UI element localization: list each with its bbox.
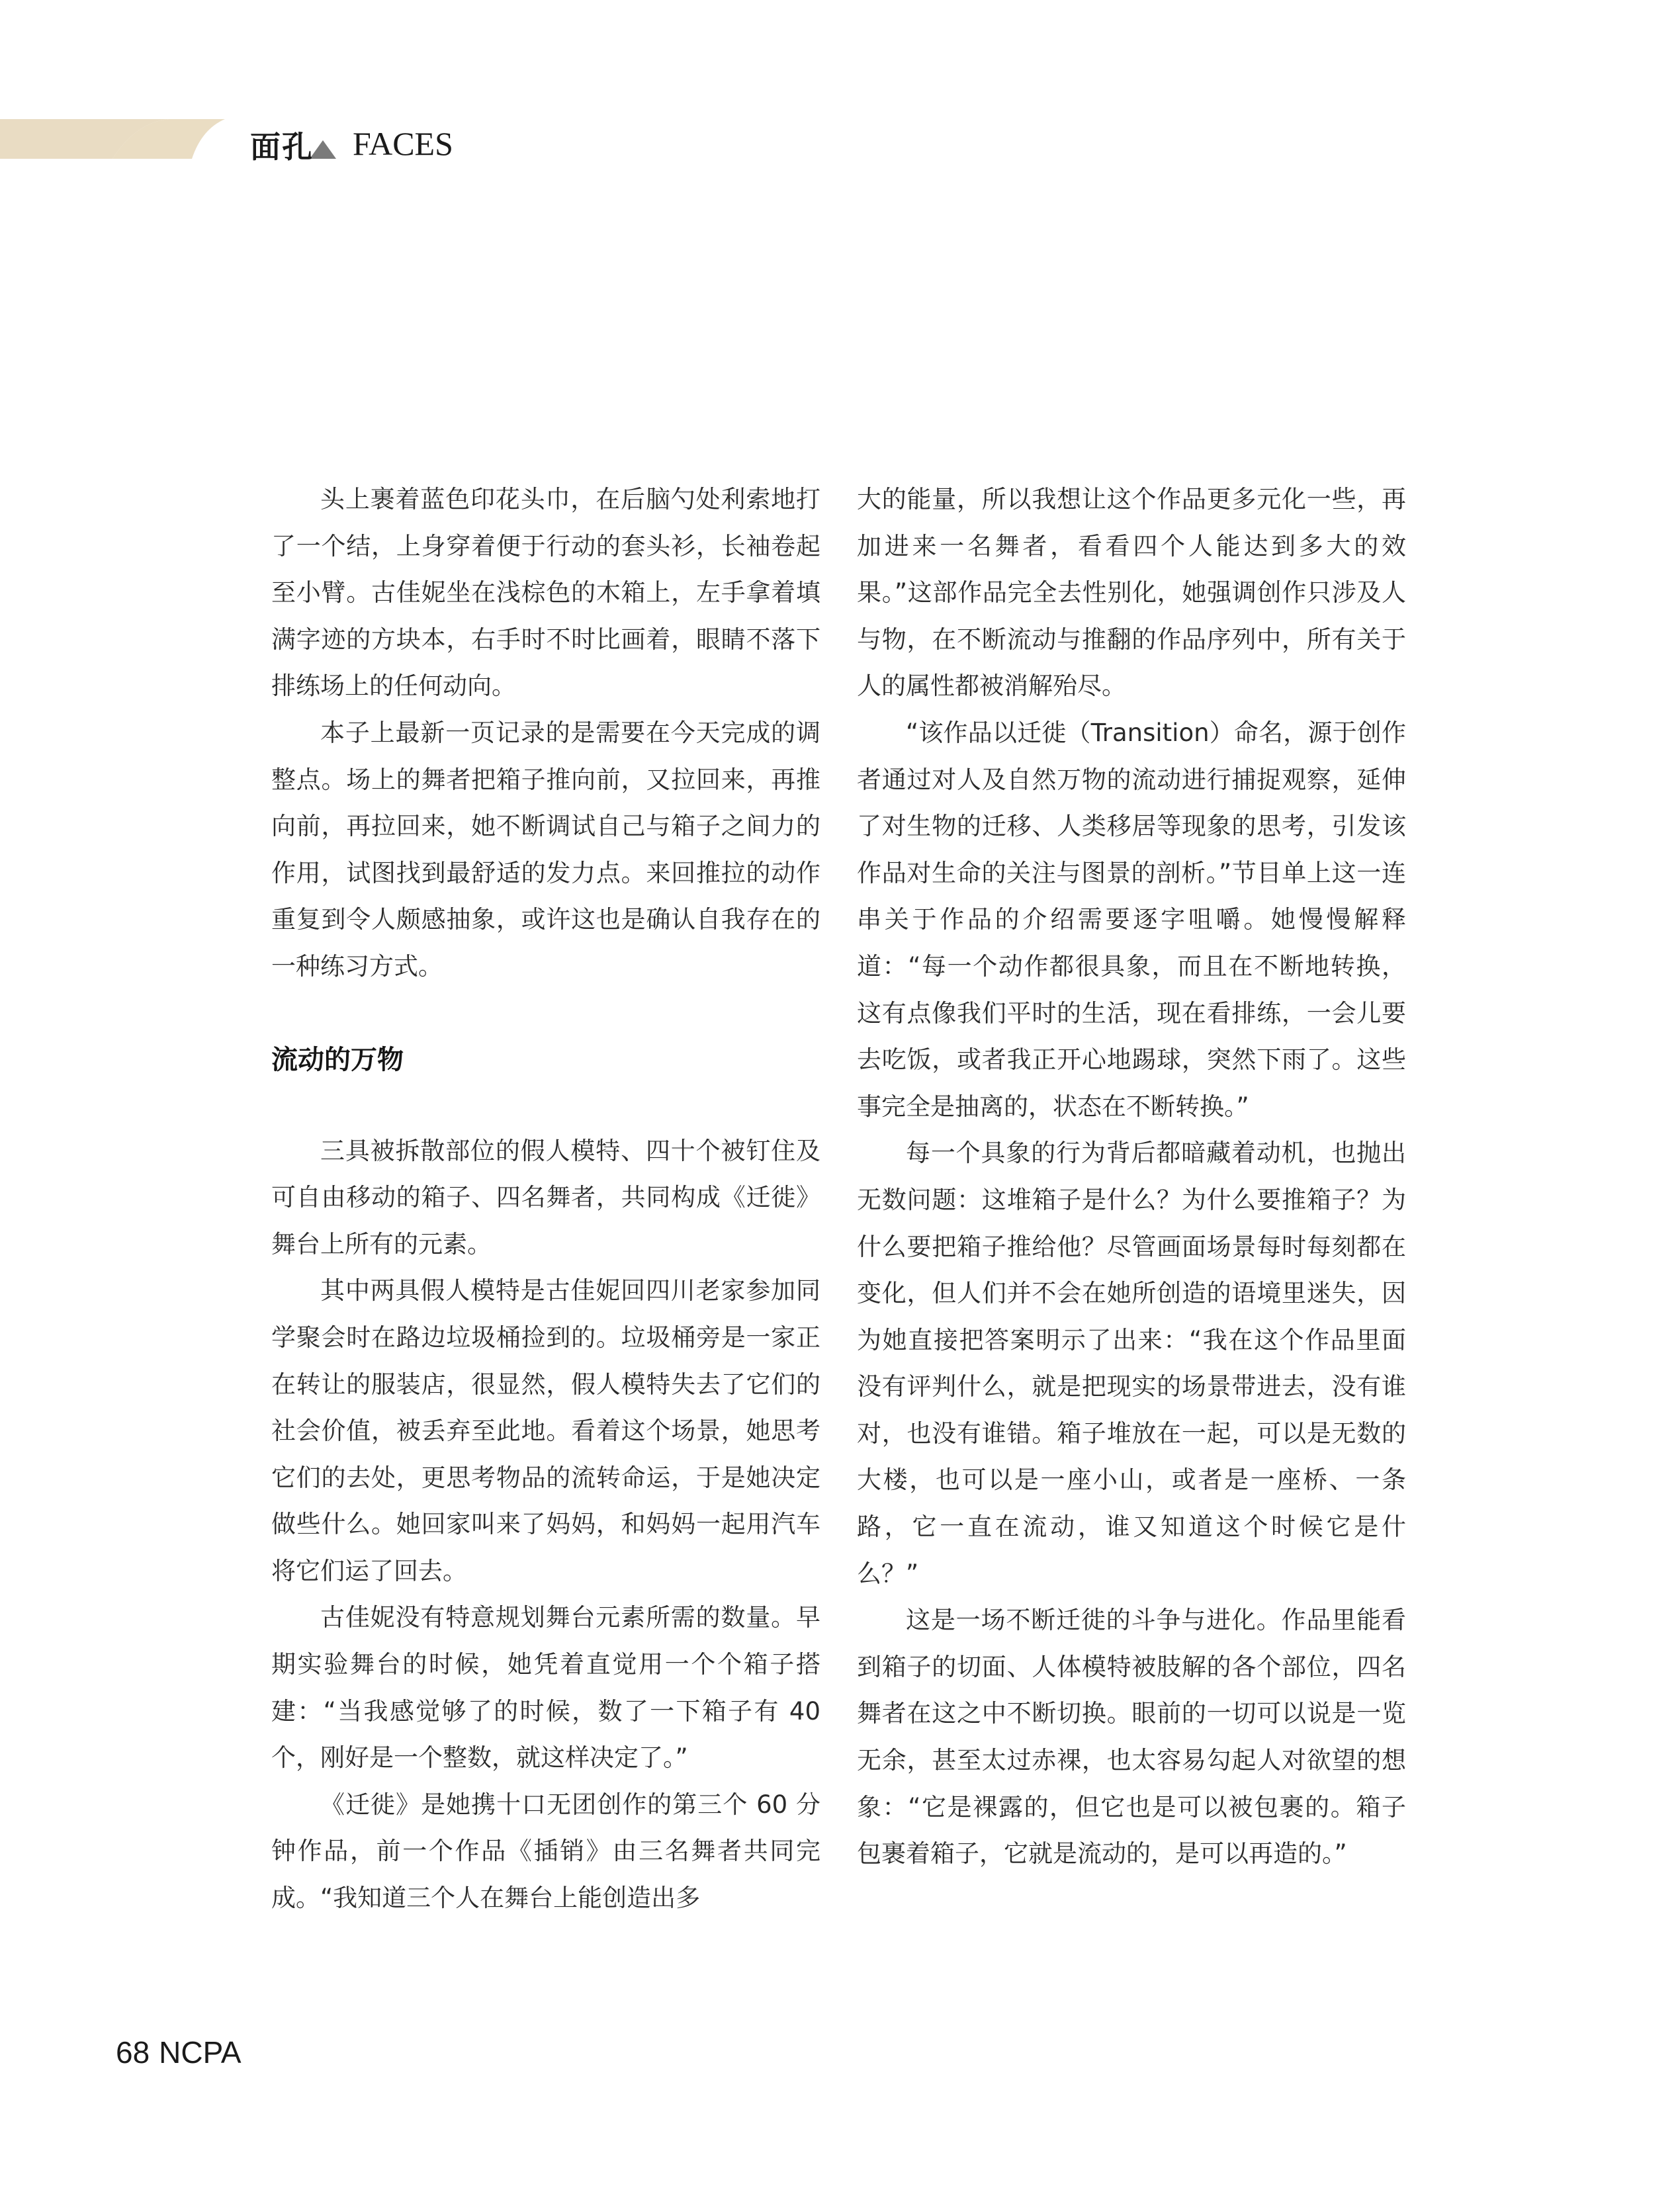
magazine-name: NCPA [159,2035,242,2070]
paragraph: “该作品以迁徙（Transition）命名，源于创作者通过对人及自然万物的流动进行捕捉观察，延伸了对生物的迁移、人类移居等现象的思考，引发该作品对生命的关注与图景的剖析。”节目单上这一连串关于作品的介绍需要逐字咀嚼。她慢慢解释道：“每一个动作都很具象，而且在不断地转换，这有点像我们平时的生活，现在看排练，一会儿要去吃饭，或者我正开心地踢球，突然下雨了。这些事完全是抽离的，状态在不断转换。” [857,718,1406,1121]
section-title-english: FACES [353,125,453,162]
paragraph: 古佳妮没有特意规划舞台元素所需的数量。早期实验舞台的时候，她凭着直觉用一个个箱子搭建：“当我感觉够了的时候，数了一下箱子有 40 个，刚好是一个整数，就这样决定了。” [271,1603,820,1772]
paragraph: 三具被拆散部位的假人模特、四十个被钉住及可自由移动的箱子、四名舞者，共同构成《迁徙》舞台上所有的元素。 [271,1136,820,1258]
paragraph: 头上裹着蓝色印花头巾，在后脑勺处利索地打了一个结，上身穿着便于行动的套头衫，长袖卷起至小臂。古佳妮坐在浅棕色的木箱上，左手拿着填满字迹的方块本，右手时不时比画着，眼睛不落下排练场上的任何动向。 [271,485,820,701]
paragraph: 《迁徙》是她携十口无团创作的第三个 60 分钟作品，前一个作品《插销》由三名舞者共同完成。“我知道三个人在舞台上能创造出多 [271,1790,820,1913]
header-arc-shape [0,119,371,159]
paragraph: 其中两具假人模特是古佳妮回四川老家参加同学聚会时在路边垃圾桶捡到的。垃圾桶旁是一家正在转让的服装店，很显然，假人模特失去了它们的社会价值，被丢弃至此地。看着这个场景，她思考它们的去处，更思考物品的流转命运，于是她决定做些什么。她回家叫来了妈妈，和妈妈一起用汽车将它们运了回去。 [271,1276,820,1585]
paragraph: 每一个具象的行为背后都暗藏着动机，也抛出无数问题：这堆箱子是什么？为什么要推箱子？为什么要把箱子推给他？尽管画面场景每时每刻都在变化，但人们并不会在她所创造的语境里迷失，因为她直接把答案明示了出来：“我在这个作品里面没有评判什么，就是把现实的场景带进去，没有谁对，也没有谁错。箱子堆放在一起，可以是无数的大楼，也可以是一座小山，或者是一座桥、一条路，它一直在流动，谁又知道这个时候它是什么？” [857,1139,1406,1588]
left-column [271,476,820,1922]
subheading: 流动的万物 [271,1044,404,1075]
paragraph: 大的能量，所以我想让这个作品更多元化一些，再加进来一名舞者，看看四个人能达到多大的效果。”这部作品完全去性别化，她强调创作只涉及人与物，在不断流动与推翻的作品序列中，所有关于人的属性都被消解殆尽。 [857,485,1406,701]
section-title-chinese: 面孔 [250,129,314,165]
paragraph: 本子上最新一页记录的是需要在今天完成的调整点。场上的舞者把箱子推向前，又拉回来，再推向前，再拉回来，她不断调试自己与箱子之间力的作用，试图找到最舒适的发力点。来回推拉的动作重复到令人颇感抽象，或许这也是确认自我存在的一种练习方式。 [271,718,820,981]
header-decorative-band [0,119,371,159]
page-number: 68 [116,2035,150,2070]
page-footer [116,2035,242,2070]
right-column [857,476,1406,1878]
paragraph: 这是一场不断迁徙的斗争与进化。作品里能看到箱子的切面、人体模特被肢解的各个部位，四名舞者在这之中不断切换。眼前的一切可以说是一览无余，甚至太过赤裸，也太容易勾起人对欲望的想象：“它是裸露的，但它也是可以被包裹的。箱子包裹着箱子，它就是流动的，是可以再造的。” [857,1606,1406,1868]
